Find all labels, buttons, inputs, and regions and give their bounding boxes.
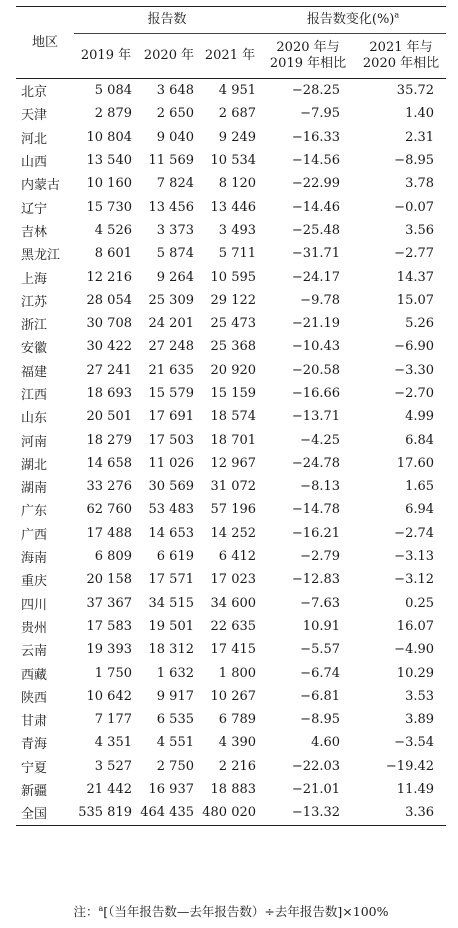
region-cell: 安徽 bbox=[21, 341, 48, 357]
table-row bbox=[16, 568, 446, 591]
reports-2019-cell: 10 804 bbox=[86, 129, 132, 145]
reports-2021-cell: 29 122 bbox=[210, 292, 257, 308]
reports-2020-cell: 9 040 bbox=[156, 129, 194, 145]
change-2020-cell: −7.63 bbox=[300, 595, 341, 611]
reports-2021-cell: 15 159 bbox=[210, 386, 257, 401]
reports-2021-cell: 18 883 bbox=[210, 782, 257, 798]
change-2020-cell: −6.81 bbox=[300, 688, 341, 704]
region-cell: 山东 bbox=[21, 411, 48, 427]
reports-2020-cell: 34 515 bbox=[148, 595, 194, 611]
table-row bbox=[16, 615, 446, 638]
change-2020-cell: −4.25 bbox=[300, 432, 341, 448]
change-2021-header-line1: 2021 年与 bbox=[369, 40, 433, 55]
change-2021-cell: 3.89 bbox=[405, 712, 435, 728]
reports-2020-cell: 17 503 bbox=[148, 432, 194, 448]
change-2020-cell: −28.25 bbox=[291, 83, 341, 99]
reports-2019-cell: 18 693 bbox=[86, 386, 132, 401]
change-2021-cell: 14.37 bbox=[396, 269, 435, 285]
table-row bbox=[16, 778, 446, 801]
reports-2019-cell: 4 351 bbox=[94, 735, 132, 751]
change-2020-cell: −5.57 bbox=[300, 642, 341, 658]
reports-2020-cell: 14 653 bbox=[148, 525, 194, 541]
table-row bbox=[16, 172, 446, 195]
reports-2020-cell: 13 456 bbox=[148, 199, 194, 215]
change-2020-header-line2: 2019 年相比 bbox=[269, 56, 347, 71]
region-cell: 北京 bbox=[21, 85, 48, 101]
reports-2020-cell: 30 569 bbox=[148, 479, 194, 495]
change-2020-cell: −21.19 bbox=[291, 316, 341, 332]
table-row bbox=[16, 498, 446, 521]
reports-2020-cell: 21 635 bbox=[148, 362, 194, 378]
reports-2021-cell: 22 635 bbox=[210, 618, 257, 634]
reports-2021-cell: 2 216 bbox=[218, 758, 257, 774]
region-cell: 吉林 bbox=[21, 224, 48, 240]
reports-2020-cell: 9 264 bbox=[156, 269, 194, 285]
region-cell: 全国 bbox=[16, 801, 74, 825]
reports-2019-cell: 30 422 bbox=[86, 339, 132, 355]
reports-2020-cell: 7 824 bbox=[156, 176, 194, 192]
change-2021-cell: −2.74 bbox=[394, 525, 435, 541]
reports-2021-cell: 13 446 bbox=[210, 199, 257, 215]
reports-2021-cell: 17 023 bbox=[210, 572, 257, 588]
reports-2019-cell: 6 809 bbox=[94, 549, 132, 565]
change-2020-cell: −14.46 bbox=[291, 199, 341, 215]
reports-2020-cell: 2 650 bbox=[156, 106, 194, 122]
change-2020-cell: −7.95 bbox=[300, 106, 341, 122]
reports-2020-cell: 2 750 bbox=[156, 758, 194, 774]
reports-2019-cell: 62 760 bbox=[86, 502, 132, 518]
change-2021-cell: −3.13 bbox=[394, 549, 435, 565]
reports-2020-cell: 6 535 bbox=[156, 712, 194, 728]
change-2021-header-line2: 2020 年相比 bbox=[362, 56, 440, 71]
reports-2020-cell: 17 571 bbox=[148, 572, 194, 588]
reports-2019-cell: 3 527 bbox=[94, 758, 132, 774]
reports-2019-cell: 17 583 bbox=[86, 618, 132, 634]
region-cell: 江苏 bbox=[21, 294, 48, 310]
table-row bbox=[16, 335, 446, 358]
reports-2020-cell: 4 551 bbox=[156, 735, 194, 751]
reports-2021-cell: 6 789 bbox=[218, 712, 257, 728]
reports-2019-cell: 33 276 bbox=[86, 479, 132, 495]
region-cell: 重庆 bbox=[21, 574, 48, 590]
table-row bbox=[16, 79, 446, 103]
change-2020-cell: −22.99 bbox=[291, 176, 341, 192]
reports-2021-cell: 20 920 bbox=[210, 362, 257, 378]
reports-2019-cell: 10 642 bbox=[86, 688, 132, 704]
change-2021-cell: 5.26 bbox=[405, 316, 435, 332]
region-cell: 青海 bbox=[21, 737, 48, 753]
reports-2019-cell: 7 177 bbox=[94, 712, 132, 728]
reports-2019-cell: 5 084 bbox=[94, 83, 132, 99]
reports-2020-cell: 18 312 bbox=[148, 642, 194, 658]
reports-2021-cell: 4 951 bbox=[218, 83, 257, 99]
reports-2021-cell: 34 600 bbox=[210, 595, 257, 611]
region-cell: 浙江 bbox=[21, 318, 48, 334]
reports-2020-cell: 5 874 bbox=[156, 246, 194, 262]
table-row bbox=[16, 242, 446, 265]
reports-2020-cell: 1 632 bbox=[156, 665, 194, 681]
reports-2020-cell: 27 248 bbox=[148, 339, 194, 355]
change-2020-header-line1: 2020 年与 bbox=[276, 40, 340, 55]
change-2021-cell: 16.07 bbox=[396, 618, 435, 634]
change-2020-cell: −20.58 bbox=[291, 362, 341, 378]
reports-2021-cell: 3 493 bbox=[218, 222, 257, 238]
reports-2019-cell: 27 241 bbox=[86, 362, 132, 378]
change-2021-cell: −2.70 bbox=[394, 386, 435, 401]
change-2020-cell: −14.78 bbox=[291, 502, 341, 518]
table-row bbox=[16, 708, 446, 731]
reports-2019-cell: 17 488 bbox=[86, 525, 132, 541]
table-row bbox=[16, 195, 446, 218]
change-2020-cell: −16.21 bbox=[291, 525, 341, 541]
table-row bbox=[16, 265, 446, 288]
reports-2019-cell: 14 658 bbox=[86, 455, 132, 471]
table-row bbox=[16, 452, 446, 475]
reports-2020-cell: 15 579 bbox=[148, 386, 194, 401]
reports-2021-cell: 31 072 bbox=[210, 479, 257, 495]
table-row bbox=[16, 126, 446, 149]
reports-2019-cell: 37 367 bbox=[86, 595, 132, 611]
change-2020-cell: −12.83 bbox=[291, 572, 341, 588]
reports-2021-cell: 18 701 bbox=[210, 432, 257, 448]
region-cell: 甘肃 bbox=[21, 714, 48, 730]
reports-2019-cell: 4 526 bbox=[94, 222, 132, 238]
change-2021-cell: 3.56 bbox=[405, 222, 435, 238]
reports-2021-cell: 25 368 bbox=[210, 339, 257, 355]
region-cell: 黑龙江 bbox=[21, 248, 61, 264]
reports-2021-cell: 6 412 bbox=[218, 549, 257, 565]
year-2021-header: 2021 年 bbox=[200, 34, 260, 79]
change-2021-cell: 35.72 bbox=[396, 83, 435, 99]
change-2020-cell: −2.79 bbox=[300, 549, 341, 565]
reports-2020-cell: 464 435 bbox=[138, 801, 200, 825]
region-cell: 新疆 bbox=[21, 784, 48, 800]
region-cell: 河南 bbox=[21, 434, 48, 450]
change-2021-cell: 3.78 bbox=[405, 176, 435, 192]
change-2020-cell: −31.71 bbox=[291, 246, 341, 262]
region-cell: 辽宁 bbox=[21, 201, 48, 217]
reports-2020-cell: 53 483 bbox=[148, 502, 194, 518]
region-cell: 宁夏 bbox=[21, 760, 48, 776]
change-2021-cell: −3.12 bbox=[394, 572, 435, 588]
change-2020-cell: −24.17 bbox=[291, 269, 341, 285]
region-cell: 海南 bbox=[21, 551, 48, 567]
reports-2021-cell: 18 574 bbox=[210, 409, 257, 425]
reports-2021-cell: 8 120 bbox=[218, 176, 257, 192]
footnote-sup: a bbox=[98, 903, 104, 913]
reports-2021-cell: 9 249 bbox=[218, 129, 257, 145]
change-2021-cell: −4.90 bbox=[394, 642, 435, 658]
reports-2020-cell: 17 691 bbox=[148, 409, 194, 425]
table-row bbox=[16, 359, 446, 382]
report-table-container bbox=[16, 6, 446, 826]
table-row bbox=[16, 405, 446, 428]
table-row bbox=[16, 685, 446, 708]
change-2021-cell: 3.36 bbox=[356, 801, 446, 825]
reports-2021-cell: 5 711 bbox=[218, 246, 257, 262]
reports-2019-cell: 13 540 bbox=[86, 153, 132, 169]
table-footnote bbox=[16, 902, 446, 920]
reports-2019-cell: 15 730 bbox=[86, 199, 132, 215]
change-2021-cell: −2.77 bbox=[394, 246, 435, 262]
reports-2020-cell: 16 937 bbox=[148, 782, 194, 798]
change-2020-cell: −10.43 bbox=[291, 339, 341, 355]
change-2020-cell: −16.66 bbox=[291, 386, 341, 401]
reports-2019-cell: 18 279 bbox=[86, 432, 132, 448]
reports-2021-cell: 17 415 bbox=[210, 642, 257, 658]
change-2021-cell: 15.07 bbox=[396, 292, 435, 308]
region-cell: 上海 bbox=[21, 271, 48, 287]
region-cell: 云南 bbox=[21, 644, 48, 660]
reports-2020-cell: 3 648 bbox=[156, 83, 194, 99]
reports-2019-cell: 30 708 bbox=[86, 316, 132, 332]
region-cell: 江西 bbox=[21, 388, 48, 403]
table-row bbox=[16, 661, 446, 684]
reports-2020-cell: 25 309 bbox=[148, 292, 194, 308]
region-cell: 广西 bbox=[21, 527, 48, 543]
change-2021-cell: −3.30 bbox=[394, 362, 435, 378]
reports-2019-cell: 10 160 bbox=[86, 176, 132, 192]
change-2021-cell: −8.95 bbox=[394, 153, 435, 169]
table-header bbox=[16, 7, 446, 79]
change-2021-cell: 1.65 bbox=[405, 479, 435, 495]
reports-2019-cell: 535 819 bbox=[74, 801, 138, 825]
region-cell: 陕西 bbox=[21, 690, 48, 706]
change-2021-cell: −3.54 bbox=[394, 735, 435, 751]
reports-2019-cell: 2 879 bbox=[94, 106, 132, 122]
change-2020-cell: −9.78 bbox=[300, 292, 341, 308]
table-row bbox=[16, 638, 446, 661]
change-2021-cell: 10.29 bbox=[396, 665, 435, 681]
report-count-table bbox=[16, 6, 446, 826]
table-row bbox=[16, 219, 446, 242]
table-row bbox=[16, 545, 446, 568]
region-cell: 内蒙古 bbox=[21, 178, 61, 194]
footnote-text: [（当年报告数—去年报告数）÷去年报告数]×100% bbox=[103, 904, 389, 919]
reports-2020-cell: 24 201 bbox=[148, 316, 194, 332]
reports-2020-cell: 3 373 bbox=[156, 222, 194, 238]
table-row bbox=[16, 428, 446, 451]
reports-2021-cell: 10 595 bbox=[210, 269, 257, 285]
change-2020-cell: 4.60 bbox=[311, 735, 341, 751]
change-2020-cell: −25.48 bbox=[291, 222, 341, 238]
change-2020-cell: −8.13 bbox=[300, 479, 341, 495]
change-2020-cell: −13.71 bbox=[291, 409, 341, 425]
reports-2019-cell: 20 501 bbox=[86, 409, 132, 425]
region-cell: 西藏 bbox=[21, 667, 48, 683]
table-row bbox=[16, 522, 446, 545]
region-cell: 天津 bbox=[21, 108, 48, 124]
table-row bbox=[16, 312, 446, 335]
region-cell: 山西 bbox=[21, 155, 48, 171]
table-row bbox=[16, 102, 446, 125]
region-cell: 河北 bbox=[21, 131, 48, 147]
change-2021-cell: −19.42 bbox=[385, 758, 435, 774]
reports-2020-cell: 9 917 bbox=[156, 688, 194, 704]
reports-2021-cell: 2 687 bbox=[218, 106, 257, 122]
change-2021-cell: 1.40 bbox=[405, 106, 435, 122]
reports-2021-cell: 14 252 bbox=[210, 525, 257, 541]
reports-2021-cell: 10 267 bbox=[210, 688, 257, 704]
change-2020-cell: −22.03 bbox=[291, 758, 341, 774]
report-change-group-label: 报告数变化(%) bbox=[306, 12, 395, 27]
year-2019-header: 2019 年 bbox=[74, 34, 138, 79]
change-2020-vs-2019-header bbox=[260, 34, 356, 79]
region-cell: 广东 bbox=[21, 504, 48, 520]
change-2020-cell: −21.01 bbox=[291, 782, 341, 798]
reports-2021-cell: 1 800 bbox=[218, 665, 257, 681]
table-row bbox=[16, 149, 446, 172]
reports-2021-cell: 4 390 bbox=[218, 735, 257, 751]
year-2020-header: 2020 年 bbox=[138, 34, 200, 79]
change-2020-cell: −13.32 bbox=[260, 801, 356, 825]
reports-2021-cell: 12 967 bbox=[210, 455, 257, 471]
reports-2021-cell: 480 020 bbox=[200, 801, 260, 825]
reports-2021-cell: 25 473 bbox=[210, 316, 257, 332]
report-count-group-header: 报告数 bbox=[74, 7, 260, 34]
reports-2020-cell: 19 501 bbox=[148, 618, 194, 634]
change-2021-cell: 4.99 bbox=[405, 409, 435, 425]
region-column-header: 地区 bbox=[16, 7, 74, 79]
table-row bbox=[16, 731, 446, 754]
reports-2020-cell: 11 026 bbox=[148, 455, 194, 471]
reports-2019-cell: 19 393 bbox=[86, 642, 132, 658]
reports-2019-cell: 8 601 bbox=[94, 246, 132, 262]
change-2021-cell: 3.53 bbox=[405, 688, 435, 704]
table-row bbox=[16, 382, 446, 405]
table-body bbox=[16, 79, 446, 826]
region-cell: 贵州 bbox=[21, 620, 48, 636]
reports-2019-cell: 12 216 bbox=[86, 269, 132, 285]
region-cell: 四川 bbox=[21, 597, 48, 613]
change-2021-vs-2020-header bbox=[356, 34, 446, 79]
table-row bbox=[16, 755, 446, 778]
reports-2019-cell: 28 054 bbox=[86, 292, 132, 308]
change-2021-cell: −6.90 bbox=[394, 339, 435, 355]
change-2020-cell: −6.74 bbox=[300, 665, 341, 681]
region-cell: 湖北 bbox=[21, 457, 48, 473]
region-cell: 福建 bbox=[21, 364, 48, 380]
change-2020-cell: −24.78 bbox=[291, 455, 341, 471]
change-2020-cell: −14.56 bbox=[291, 153, 341, 169]
reports-2021-cell: 57 196 bbox=[210, 502, 257, 518]
change-2020-cell: 10.91 bbox=[302, 618, 341, 634]
reports-2021-cell: 10 534 bbox=[210, 153, 257, 169]
change-2021-cell: 2.31 bbox=[405, 129, 435, 145]
reports-2020-cell: 11 569 bbox=[148, 153, 194, 169]
change-2020-cell: −16.33 bbox=[291, 129, 341, 145]
table-row bbox=[16, 475, 446, 498]
change-2021-cell: 6.94 bbox=[405, 502, 435, 518]
table-row bbox=[16, 592, 446, 615]
reports-2019-cell: 1 750 bbox=[94, 665, 132, 681]
reports-2020-cell: 6 619 bbox=[156, 549, 194, 565]
change-2020-cell: −8.95 bbox=[300, 712, 341, 728]
reports-2019-cell: 20 158 bbox=[86, 572, 132, 588]
change-2021-cell: 6.84 bbox=[405, 432, 435, 448]
change-2021-cell: 11.49 bbox=[396, 782, 435, 798]
region-cell: 湖南 bbox=[21, 481, 48, 497]
footnote-prefix: 注： bbox=[73, 904, 99, 919]
change-2021-cell: −0.07 bbox=[394, 199, 435, 215]
report-change-group-header bbox=[260, 7, 446, 34]
total-row bbox=[16, 801, 446, 825]
table-row bbox=[16, 289, 446, 312]
change-2021-cell: 17.60 bbox=[396, 455, 435, 471]
reports-2019-cell: 21 442 bbox=[86, 782, 132, 798]
change-2021-cell: 0.25 bbox=[405, 595, 435, 611]
footnote-marker: a bbox=[394, 10, 400, 20]
